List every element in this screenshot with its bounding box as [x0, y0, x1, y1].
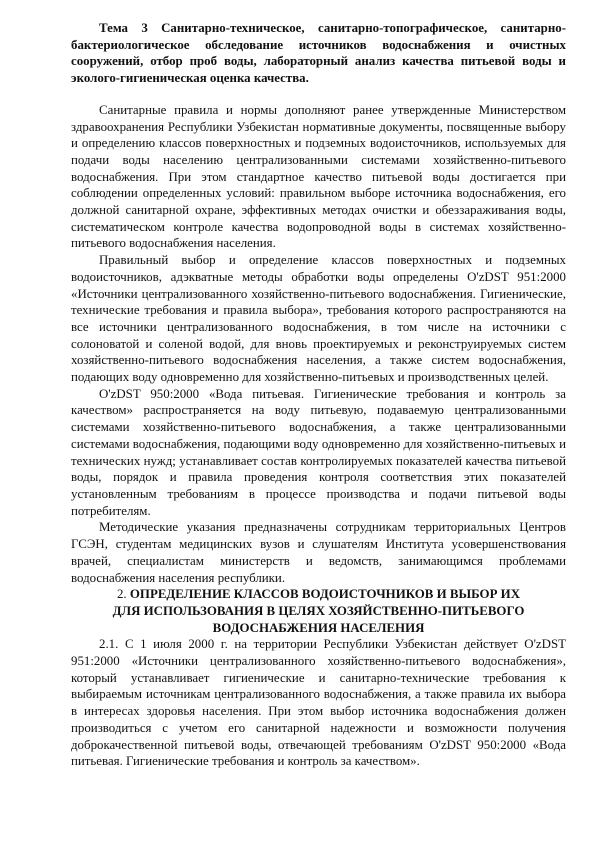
- section-number: 2.: [116, 587, 127, 602]
- section-title-line-2: ДЛЯ ИСПОЛЬЗОВАНИЯ В ЦЕЛЯХ ХОЗЯЙСТВЕННО-ПИТЬЕВОГО: [112, 603, 525, 618]
- section-title-line-3: ВОДОСНАБЖЕНИЯ НАСЕЛЕНИЯ: [212, 620, 425, 635]
- section-heading: [71, 586, 566, 636]
- topic-heading: Тема 3 Санитарно-техническое, санитарно-топографическое, санитарно-бактериологическое обследование источников водоснабжения и очистных сооружений, отбор проб воды, лабораторный анализ качества питьевой воды и эколого-гигиеническая оценка качества.: [71, 21, 566, 86]
- paragraph-methodical-guidelines: Методические указания предназначены сотрудникам территориальных Центров ГСЭН, студентам медицинских вузов и слушателям Института усовершенствования врачей, специалистам министерств и ведомств, занимающимся проблемами водоснабжения населения республики.: [71, 520, 566, 585]
- section-heading-line-1: [71, 586, 566, 603]
- paragraph-section-2-1: 2.1. С 1 июля 2000 г. на территории Республики Узбекистан действует O'zDST 951:2000 «Источники централизованного хозяйственно-питьевого водоснабжения», который устанавливает гигиенические и санитарно-технические требования к выбираемым источникам централизованного водоснабжения, а также правила их выбора в интересах здоровья населения. При этом выбор источника водоснабжения должен производиться с учетом его санитарной надежности и возможности получения доброкачественной питьевой воды, отвечающей требованиям O'zDST 950:2000 «Вода питьевая. Гигиенические требования и контроль за качеством».: [71, 637, 566, 769]
- paragraph-drinking-water-standard: O'zDST 950:2000 «Вода питьевая. Гигиенические требования и контроль за качеством» распространяется на воду питьевую, подаваемую централизованными системами хозяйственно-питьевого водоснабжения, а также централизованными системами водоснабжения, подающими воду одновременно для хозяйственно-питьевых и технических нужд; устанавливает состав контролируемых показателей качества питьевой воды, порядок и правила проведения контроля соответствия этих показателей установленным требованиям в процессе производства и подачи питьевой воды потребителям.: [71, 386, 566, 518]
- paragraph-source-selection: Правильный выбор и определение классов поверхностных и подземных водоисточников, адэкватные методы обработки воды определены O'zDST 951:2000 «Источники централизованного хозяйственно-питьевого водоснабжения. Гигиенические, технические требования и правила выбора», требования которого распространяются на все источники централизованного водоснабжения, в том числе на источники с солоноватой и соленой водой, для вновь проектируемых и реконструируемых систем хозяйственно-питьевого водоснабжения населения, а также систем водоснабжения, подающих воду одновременно для хозяйственно-питьевых и производственных целей.: [71, 253, 566, 385]
- section-title-line-1: ОПРЕДЕЛЕНИЕ КЛАССОВ ВОДОИСТОЧНИКОВ И ВЫБОР ИХ: [129, 587, 521, 602]
- paragraph-sanitary-rules: Санитарные правила и нормы дополняют ранее утвержденные Министерством здравоохранения Республики Узбекистан нормативные документы, посвященные выбору и определению классов поверхностных и подземных водоисточников, используемых для подачи воды населению централизованными системами хозяйственно-питьевого водоснабжения. При этом стандартное качество питьевой воды достигается при соблюдении определенных условий: правильном выборе источника водоснабжения, его должной санитарной охране, эффективных методах очистки и обеззараживания воды, систематическом контроле качества водопроводной воды в системах хозяйственно-питьевого водоснабжения населения.: [71, 102, 566, 251]
